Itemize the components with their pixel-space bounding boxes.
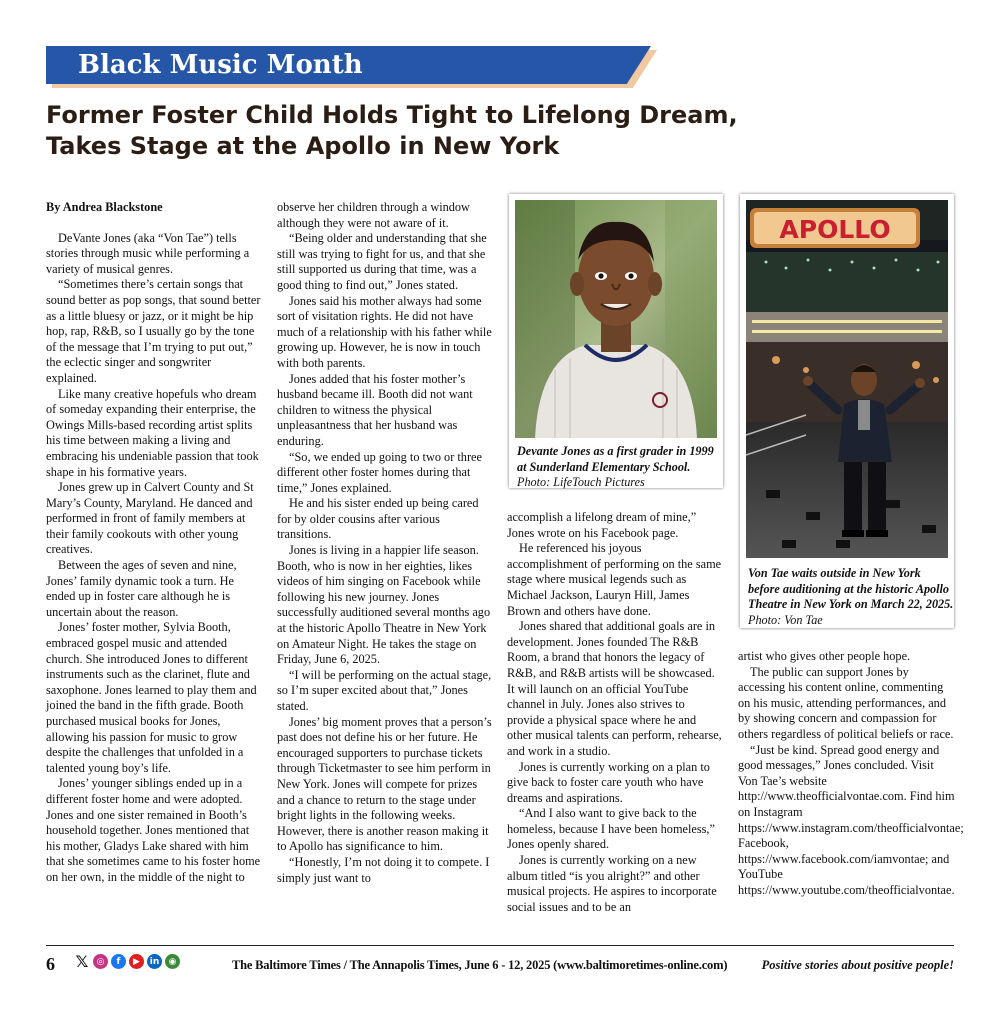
photo-apollo: [740, 194, 954, 628]
page-number: 6: [46, 954, 55, 974]
article-paragraph: artist who gives other people hope.: [738, 649, 911, 663]
headline-line-2: Takes Stage at the Apollo in New York: [46, 132, 560, 160]
photo-credit: Photo: Von Tae: [748, 612, 823, 627]
linkedin-icon[interactable]: in: [147, 954, 162, 969]
section-banner-label: Black Music Month: [78, 50, 363, 80]
article-headline: [46, 100, 766, 162]
caption-text: Devante Jones as a first grader in 1999 at Sunderland Elementary School.: [517, 444, 714, 474]
social-icons: [74, 952, 180, 971]
article-column-2: [277, 200, 493, 886]
byline: By Andrea Blackstone: [46, 200, 163, 214]
photo-apollo-caption: [742, 562, 960, 632]
rss-icon[interactable]: ◉: [165, 954, 180, 969]
youtube-icon[interactable]: ▶: [129, 954, 144, 969]
article-paragraph: “Honestly, I’m not doing it to compete. I simply just want to: [277, 854, 490, 885]
apollo-sign-text: APOLLO: [779, 215, 891, 244]
article-paragraph: “Sometimes there’s certain songs that sound better as pop songs, that sound better as a little bluesy or jazz, or it might be hip hop, rap, R&B, so I usually go by the tone of the message that I’m trying to put out,” the eclectic singer and songwriter explained.: [46, 277, 261, 385]
article-column-3: [507, 510, 723, 915]
article-paragraph: “And I also want to give back to the homeless, because I have been homeless,” Jones openly shared.: [507, 806, 715, 852]
article-paragraph: Jones added that his foster mother’s husband became ill. Booth did not want children to witness the physical unpleasantness that her husband was enduring.: [277, 371, 473, 448]
article-paragraph: Jones shared that additional goals are in development. Jones founded The R&B Room, a brand that honors the legacy of R&B, and R&B artists will be showcased. It will launch on an official YouTube channel in July. Jones also strives to provide a physical space where he and other musical talents can perform, rehearse, and work in a studio.: [507, 619, 722, 758]
article-paragraph: He and his sister ended up being cared for by older cousins after various transitions.: [277, 496, 479, 542]
apollo-photo-image: [746, 200, 948, 558]
article-paragraph: Jones’ foster mother, Sylvia Booth, embraced gospel music and attended church. She introduced Jones to different instruments such as the clarinet, flute and saxophone. Jones learned to play them and joined the band in the fifth grade. Booth purchased musical books for Jones, allowing his passion for music to grow despite the challenges that unfolded in a talented young boy’s life.: [46, 620, 257, 775]
article-paragraph: Jones’ big moment proves that a person’s past does not define his or her future. He encouraged supporters to purchase tickets through Ticketmaster to see him perform in New York. Jones will compete for prizes and a chance to return to the stage under bright lights in the following weeks. However, there is another reason making it to Apollo has significance to him.: [277, 714, 492, 854]
footer-rule: [46, 945, 954, 946]
article-paragraph: Jones grew up in Calvert County and St Mary’s County, Maryland. He danced and performed in front of family members at their family cookouts with other young creatives.: [46, 480, 254, 557]
article-paragraph: He referenced his joyous accomplishment of performing on the same stage where musical legends such as Michael Jackson, Lauryn Hill, James Brown and others have done.: [507, 541, 722, 618]
article-paragraph: “Being older and understanding that she still was trying to fight for us, and that she still supported us during that time, was a good thing to find out,” Jones stated.: [277, 231, 487, 292]
photo-first-grader-caption: [511, 440, 729, 495]
article-paragraph: DeVante Jones (aka “Von Tae”) tells stories through music while performing a variety of musical genres.: [46, 230, 250, 276]
headline-line-1: Former Foster Child Holds Tight to Lifelong Dream,: [46, 101, 738, 129]
caption-text: Von Tae waits outside in New York before auditioning at the historic Apollo Theatre in New York on March 22, 2025.: [748, 566, 954, 611]
article-paragraph: “I will be performing on the actual stage, so I’m super excited about that,” Jones stated.: [277, 667, 492, 713]
article-paragraph: Jones said his mother always had some sort of visitation rights. He did not have much of a relationship with his father while growing up. However, he is now in touch with both parents.: [277, 293, 492, 370]
article-paragraph: Jones is living in a happier life season. Booth, who is now in her eighties, likes videos of him singing on Facebook while following his new journey. Jones successfully auditioned several months ago at the historic Apollo Theatre in New York on Amateur Night. He takes the stage on Friday, June 6, 2025.: [277, 543, 491, 667]
article-paragraph: Between the ages of seven and nine, Jones’ family dynamic took a turn. He ended up in foster care although he is uncertain about the reason.: [46, 558, 237, 619]
article-paragraph: Jones is currently working on a new album titled “is you alright?” and other musical projects. He aspires to incorporate social issues and to be an: [507, 853, 717, 914]
article-paragraph: “So, we ended up going to two or three different other foster homes during that time,” Jones explained.: [277, 449, 482, 495]
article-paragraph: Like many creative hopefuls who dream of someday expanding their enterprise, the Owings Mills-based recording artist splits his time between making a living and embracing his undeniable passion that took shape in his formative years.: [46, 386, 259, 479]
article-column-1: [46, 200, 262, 886]
article-paragraph: Jones’ younger siblings ended up in a different foster home and were adopted. Jones and one sister remained in Booth’s household together. Jones mentioned that his mother, Gladys Lake shared with him that she sometimes came to his foster home on her own, in the middle of the night to: [46, 776, 261, 884]
article-column-4: [738, 649, 964, 899]
article-paragraph: observe her children through a window although they were not aware of it.: [277, 200, 470, 230]
instagram-icon[interactable]: ◎: [93, 954, 108, 969]
article-paragraph: Jones is currently working on a plan to give back to foster care youth who have dreams and aspirations.: [507, 759, 710, 805]
photo-first-grader: [509, 194, 723, 488]
x-icon[interactable]: 𝕏: [75, 952, 89, 971]
publication-info: The Baltimore Times / The Annapolis Times, June 6 - 12, 2025 (www.baltimoretimes-online.com): [232, 958, 728, 972]
article-paragraph: accomplish a lifelong dream of mine,” Jones wrote on his Facebook page.: [507, 510, 697, 540]
photo-credit: Photo: LifeTouch Pictures: [517, 475, 645, 489]
article-paragraph: The public can support Jones by accessing his content online, commenting on his music, attending performances, and by showing concern and compassion for others regardless of political beliefs or race.: [738, 664, 954, 741]
article-paragraph: “Just be kind. Spread good energy and good messages,” Jones concluded. Visit Von Tae’s website http://www.theofficialvontae.com. Find him on Instagram https://www.instagram.com/theofficialvontae; Facebook, https://www.facebook.com/iamvontae; and YouTube https://www.youtube.com/theofficialvontae.: [738, 742, 964, 897]
tagline: Positive stories about positive people!: [761, 958, 954, 972]
facebook-icon[interactable]: f: [111, 954, 126, 969]
first-grader-photo-image: [515, 200, 717, 438]
